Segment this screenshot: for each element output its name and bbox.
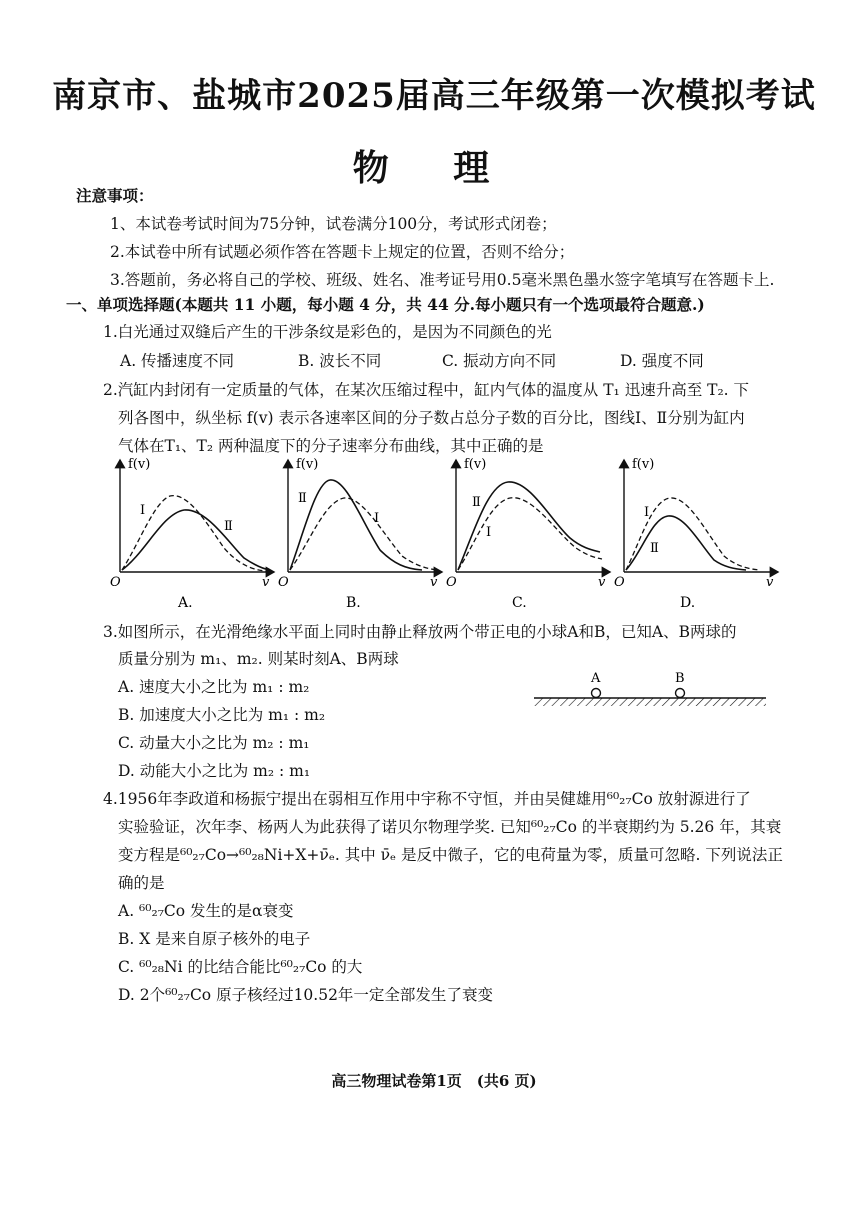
q1-option-a: A. 传播速度不同 bbox=[120, 352, 235, 370]
q1-option-b: B. 波长不同 bbox=[298, 352, 382, 370]
graph-d-origin: O bbox=[614, 575, 625, 590]
question-4-stem-line: 变方程是⁶⁰₂₇Co→⁶⁰₂₈Ni+X+ν̄ₑ. 其中 ν̄ₑ 是反中微子，它的电荷量为零，质量可忽略. 下列说法正 bbox=[118, 846, 783, 864]
question-2-stem-line: 列各图中，纵坐标 f(v) 表示各速率区间的分子数占总分子数的百分比，图线Ⅰ、Ⅱ分别为缸内 bbox=[118, 409, 745, 427]
q4-option-b: B. X 是来自原子核外的电子 bbox=[118, 930, 311, 948]
graph-d-ylabel: f(v) bbox=[632, 457, 655, 472]
graph-a bbox=[110, 457, 274, 611]
graph-b-label: B. bbox=[346, 595, 361, 611]
graph-a-curve-2-label: Ⅱ bbox=[224, 519, 233, 534]
graph-d-xlabel: v bbox=[766, 575, 774, 590]
graph-b bbox=[278, 457, 442, 611]
notice-item: 3.答题前，务必将自己的学校、班级、姓名、准考证号用0.5毫米黑色墨水签字笔填写在答题卡上. bbox=[110, 271, 775, 289]
ball-b-label: B bbox=[675, 671, 685, 686]
graph-c-curve-2-label: Ⅱ bbox=[472, 495, 481, 510]
graph-d-label: D. bbox=[680, 595, 696, 611]
graph-b-curve-1 bbox=[290, 498, 438, 570]
q4-option-a: A. ⁶⁰₂₇Co 发生的是α衰变 bbox=[118, 902, 294, 920]
q2-graphs bbox=[106, 452, 786, 612]
graph-a-curve-1-label: Ⅰ bbox=[140, 503, 146, 518]
page-footer: 高三物理试卷第1页 (共6 页) bbox=[331, 1072, 537, 1090]
graph-d-curve-2 bbox=[626, 516, 746, 570]
graph-c-curve-1-label: Ⅰ bbox=[486, 525, 492, 540]
ball-a bbox=[592, 689, 601, 698]
graph-a-origin: O bbox=[110, 575, 121, 590]
graph-b-curve-2-label: Ⅱ bbox=[298, 491, 307, 506]
question-4-stem-line: 实验验证，次年李、杨两人为此获得了诺贝尔物理学奖. 已知⁶⁰₂₇Co 的半衰期约为 5.26 年，其衰 bbox=[118, 818, 782, 836]
q3-option-d: D. 动能大小之比为 m₂ : m₁ bbox=[118, 762, 311, 780]
ball-a-label: A bbox=[591, 671, 601, 686]
graph-b-xlabel: v bbox=[430, 575, 438, 590]
graph-a-xlabel: v bbox=[262, 575, 270, 590]
ground-hatch bbox=[534, 698, 766, 706]
question-4-stem-line: 4.1956年李政道和杨振宁提出在弱相互作用中宇称不守恒，并由吴健雄用⁶⁰₂₇Co 放射源进行了 bbox=[103, 790, 751, 808]
graph-c-origin: O bbox=[446, 575, 457, 590]
question-1-stem: 1.白光通过双缝后产生的干涉条纹是彩色的，是因为不同颜色的光 bbox=[103, 323, 552, 341]
q3-figure bbox=[530, 668, 770, 714]
q4-option-d: D. 2个⁶⁰₂₇Co 原子核经过10.52年一定全部发生了衰变 bbox=[118, 986, 493, 1004]
notice-heading: 注意事项： bbox=[76, 186, 154, 205]
graph-a-label: A. bbox=[178, 595, 193, 611]
notice-item: 2.本试卷中所有试题必须作答在答题卡上规定的位置，否则不给分； bbox=[110, 243, 575, 261]
section-heading: 一、单项选择题(本题共 11 小题，每小题 4 分，共 44 分.每小题只有一个选项最符合题意.) bbox=[66, 295, 705, 314]
graph-c-label: C. bbox=[512, 595, 527, 611]
graph-b-ylabel: f(v) bbox=[296, 457, 319, 472]
question-4-stem-line: 确的是 bbox=[118, 874, 165, 892]
question-2-stem-line: 2.汽缸内封闭有一定质量的气体，在某次压缩过程中，缸内气体的温度从 T₁ 迅速升高至 T₂. 下 bbox=[103, 381, 750, 399]
question-3-stem-line: 3.如图所示，在光滑绝缘水平面上同时由静止释放两个带正电的小球A和B，已知A、B两球的 bbox=[103, 623, 737, 641]
exam-title: 南京市、盐城市2025届高三年级第一次模拟考试 bbox=[52, 76, 816, 116]
q3-option-c: C. 动量大小之比为 m₂ : m₁ bbox=[118, 734, 310, 752]
graph-b-curve-1-label: Ⅰ bbox=[374, 511, 380, 526]
q1-option-d: D. 强度不同 bbox=[620, 352, 704, 370]
q4-option-c: C. ⁶⁰₂₈Ni 的比结合能比⁶⁰₂₇Co 的大 bbox=[118, 958, 363, 976]
subject-title: 物 理 bbox=[352, 147, 516, 189]
question-3-stem-line: 质量分别为 m₁、m₂. 则某时刻A、B两球 bbox=[118, 650, 399, 668]
ball-b bbox=[676, 689, 685, 698]
notice-item: 1、本试卷考试时间为75分钟，试卷满分100分，考试形式闭卷； bbox=[110, 215, 557, 233]
graph-a-ylabel: f(v) bbox=[128, 457, 151, 472]
graph-d-curve-2-label: Ⅱ bbox=[650, 541, 659, 556]
q1-option-c: C. 振动方向不同 bbox=[442, 352, 557, 370]
graph-b-origin: O bbox=[278, 575, 289, 590]
graph-c-ylabel: f(v) bbox=[464, 457, 487, 472]
graph-d-curve-1-label: Ⅰ bbox=[644, 505, 650, 520]
graph-c-xlabel: v bbox=[598, 575, 606, 590]
question-2-stem-line: 气体在T₁、T₂ 两种温度下的分子速率分布曲线，其中正确的是 bbox=[118, 437, 544, 455]
graph-c bbox=[446, 457, 610, 611]
q3-option-b: B. 加速度大小之比为 m₁ : m₂ bbox=[118, 706, 326, 724]
graph-d bbox=[614, 457, 778, 611]
q3-option-a: A. 速度大小之比为 m₁ : m₂ bbox=[118, 678, 310, 696]
graph-a-curve-2 bbox=[122, 510, 270, 570]
